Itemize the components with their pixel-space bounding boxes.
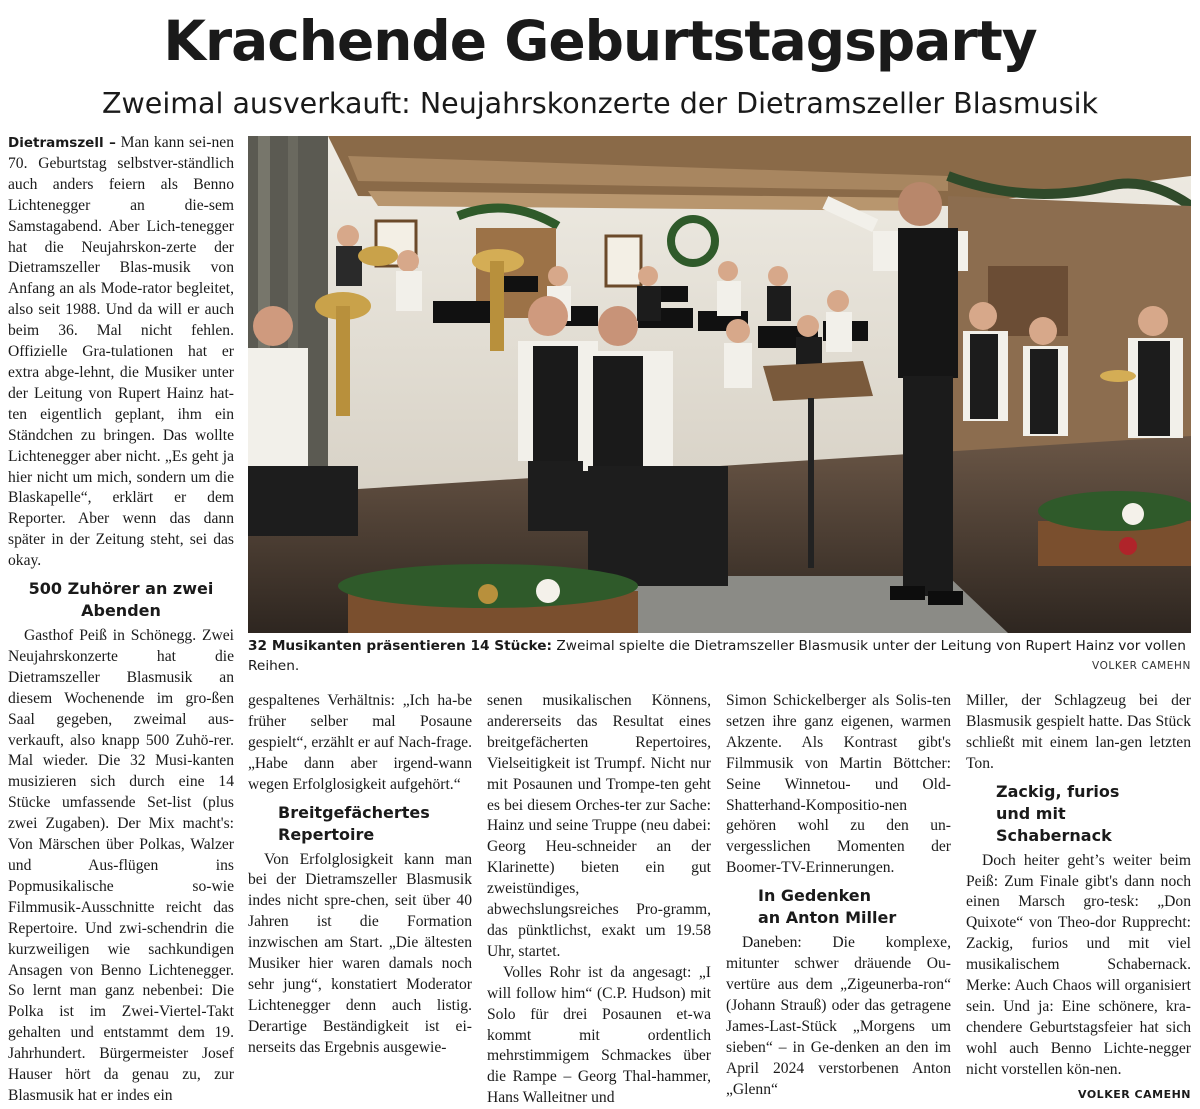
- subheading: 500 Zuhörer an zwei Abenden: [28, 579, 214, 621]
- subheading: Breitgefächertes Repertoire: [278, 802, 430, 844]
- caption-text: Zweimal spielte die Dietramszeller Blasmusik unter der Leitung von Rupert Hainz vor vollen Reihen.: [248, 638, 1186, 674]
- paragraph: Daneben: Die komplexe, mitunter schwer dräuende Ou-vertüre aus dem „Zigeunerba-ron“ (Johann Strauß) oder das getragene James-Last-Stück „Morgens um sieben“ – in Ge-denken an den im April 2024 verstorbenen Anton „Glenn“: [726, 934, 951, 1098]
- concert-photo: [248, 136, 1191, 633]
- column-1: [8, 133, 234, 1107]
- paragraph-text: Doch heiter geht’s weiter beim Peiß: Zum Finale gibt's dann noch einen Marsch gro-tesk: „Don Quixote“ von Theo-dor Rupprecht: Zackig, furios und mit viel musikalischem Schabernack. Merke: Auch Chaos will organisiert sein. Und ja: Eine schönere, kra-chendere Geburtstagsfeier hat sich wohl auch Benno Lichte-negger nicht vorstellen kön-nen.: [966, 851, 1191, 1078]
- paragraph: Simon Schickelberger als Solis-ten setzen ihre ganz eigenen, warmen Akzente. Als Kontrast gibt's Filmmusik von Martin Böttcher: Seine Winnetou- und Old-Shatterhand-Kompositio-nen gehören wohl zu den un-vergesslichen Momenten der Boomer-TV-Erinnerungen.: [726, 692, 951, 877]
- paragraph: [8, 133, 234, 572]
- column-2: [248, 691, 472, 1059]
- subheading: In Gedenken an Anton Miller: [758, 886, 897, 928]
- paragraph: Miller, der Schlagzeug bei der Blasmusik gespielt hatte. Das Stück schließt mit einem lan-gen letzten Ton.: [966, 692, 1191, 772]
- column-4: [726, 691, 951, 1100]
- byline: VOLKER CAMEHN: [1078, 1087, 1191, 1101]
- subheading: Zackig, furios und mit Schabernack: [996, 781, 1120, 845]
- paragraph: Von Erfolglosigkeit kann man bei der Dietramszeller Blasmusik indes nicht spre-chen, seit über 40 Jahren ist die Formation inzwischen am Start. „Die ältesten Musiker hier waren damals noch sehr jung“, konstatiert Moderator Lichtenegger denn auch listig. Derartige Beständigkeit ist ei-nerseits das Ergebnis ausgewie-: [248, 850, 472, 1056]
- subheadline: Zweimal ausverkauft: Neujahrskonzerte der Dietramszeller Blasmusik: [101, 87, 1099, 120]
- photo-caption: [248, 636, 1191, 676]
- paragraph: [966, 851, 1191, 1101]
- paragraph: gespaltenes Verhältnis: „Ich ha-be früher selber mal Posaune gespielt“, erzählt er auf Nach-frage. „Habe dann aber irgend-wann wegen Erfolglosigkeit aufgehört.“: [248, 692, 472, 793]
- photo-credit: VOLKER CAMEHN: [1091, 660, 1191, 672]
- paragraph: Gasthof Peiß in Schönegg. Zwei Neujahrskonzerte hat die Dietramszeller Blasmusik an diesem Wochenende im gro-ßen Saal gegeben, zweimal aus-verkauft, also knapp 500 Zuhö-rer. Mal wieder. Die 32 Musi-kanten musizieren sich durch eine 14 Stücke umfassende Set-list (plus zwei Zugaben). Der Mix macht's: Von Märschen über Polkas, Walzer und Aus-flügen ins Popmusikalische so-wie Filmmusik-Ausschnitte reicht das Repertoire. Und zwi-schendrin die kurzweiligen wie sachkundigen Ansagen von Benno Lichtenegger. So lernt man ganz nebenbei: Die Polka ist im Zwei-Viertel-Takt gehalten und entstammt dem 19. Jahrhundert. Bürgermeister Josef Hauser hört da genau zu, zur Blasmusik hat er indes ein: [8, 627, 234, 1104]
- headline: Krachende Geburtstagsparty: [163, 9, 1037, 73]
- column-3: [487, 691, 711, 1109]
- concert-photo-icon: [248, 136, 1191, 633]
- dateline: Dietramszell –: [8, 135, 116, 151]
- paragraph: senen musikalischen Könnens, andererseits das Resultat eines breitgefächerten Repertoires, Vielseitigkeit ist Trumpf. Nicht nur mit Posaunen und Trompe-ten geht es bei diesem Orches-ter zur Sache: Hainz und seine Truppe (neu dabei: Georg Heu-schneider an der Klarinette) bieten ein gut zweistündiges, abwechslungsreiches Pro-gramm, das pünktlichst, exakt um 19.58 Uhr, startet.: [487, 692, 711, 960]
- caption-lead: 32 Musikanten präsentieren 14 Stücke:: [248, 638, 553, 654]
- column-5: [966, 691, 1191, 1106]
- paragraph: Volles Rohr ist da angesagt: „I will follow him“ (C.P. Hudson) mit Solo für drei Posaunen et-wa kommt mit ordentlich mehrstimmigem Schmackes über die Rampe – Georg Thal-hammer, Hans Walleitner und: [487, 963, 711, 1107]
- paragraph-text: Man kann sei-nen 70. Geburtstag selbstver-ständlich auch anders feiern als Benno Lichtenegger an die-sem Samstagabend. Aber Lich-tenegger hat die Neujahrskon-zerte der Dietramszeller Blas-musik von Anfang an als Mode-rator begleitet, also seit 1988. Und da will er auch beim 36. Mal nicht fehlen. Offizielle Gra-tulationen hat er extra abge-lehnt, die Musiker unter der Leitung von Rupert Hainz hat-ten eigentlich geplant, ihm ein Ständchen zu bringen. Das wollte Lichtenegger aber nicht. „Es geht ja hier nicht um mich, sondern um die Blaskapelle“, erklärt er dem Reporter. Aber wenn das dann später in der Zeitung steht, sei das okay.: [8, 134, 235, 570]
